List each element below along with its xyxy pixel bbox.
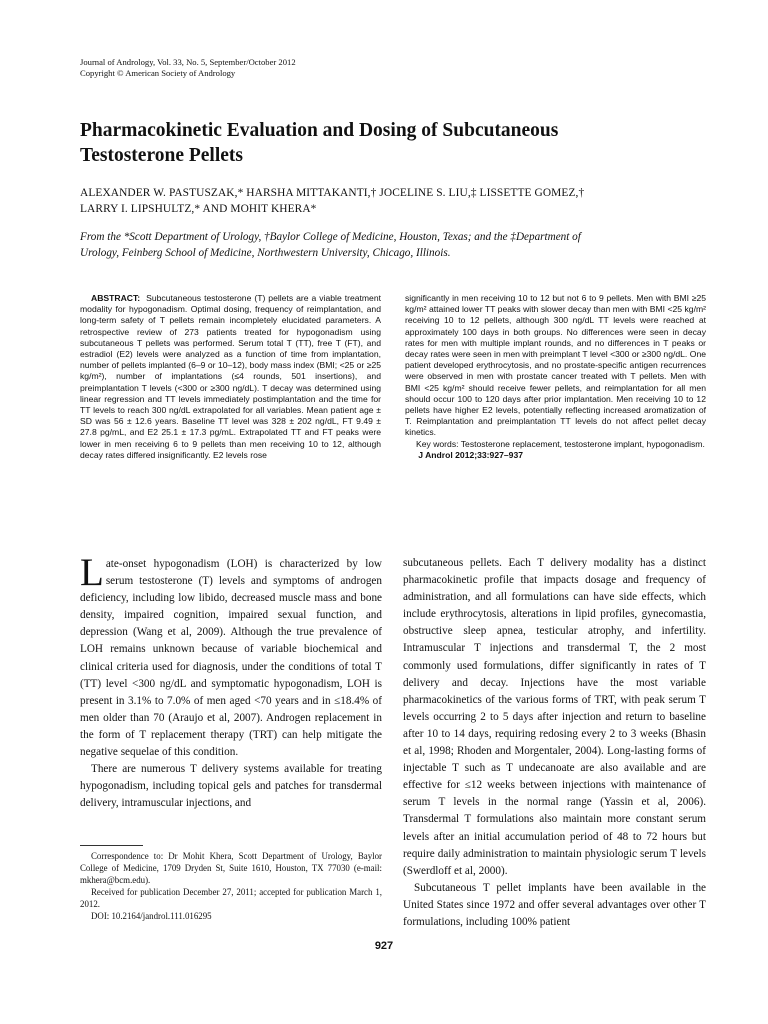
- title-line-1: Pharmacokinetic Evaluation and Dosing of Subcutaneous: [80, 120, 559, 141]
- intro-paragraph-3: subcutaneous pellets. Each T delivery modality has a distinct pharmacokinetic profile that impacts dosage and frequency of administration, and all formulations can have side effects, which include erythrocytosis, alterations in lipid profiles, gynecomastia, obstructive sleep apnea, testicular atrophy, and infertility. Intramuscular T injections and transdermal T, the 2 most commonly used formulations, differ significantly in rates of T delivery and decay. Injections have the most variable pharmacokinetics of the various forms of TRT, with peak serum T levels occurring 2 to 5 days after injection and return to baseline after 10 to 14 days, requiring redosing every 2 to 3 weeks (Bhasin et al, 1998; Rhoden and Morgentaler, 2004). Long-lasting forms of injectable T such as T undecanoate are also available and are effective for ≤12 weeks between injections with maintenance of serum T levels in the normal range (Yassin et al, 2006). Transdermal T formulations also maintain more constant serum levels after an initial accumulation period of 48 to 72 hours but require daily administration to maintain physiologic serum T levels (Swerdloff et al, 2000).: [403, 557, 706, 877]
- footnote-doi: DOI: 10.2164/jandrol.111.016295: [91, 911, 212, 921]
- affiliations: [80, 229, 700, 261]
- title-line-2: Testosterone Pellets: [80, 145, 244, 166]
- intro-paragraph-1: ate-onset hypogonadism (LOH) is characterized by low serum testosterone (T) levels and symptoms of androgen deficiency, including low libido, decreased muscle mass and bone density, impaired cognition, impaired sexual function, and depression (Wang et al, 2009). Although the true prevalence of LOH remains unknown because of variable biochemical and clinical criteria used for diagnosis, under the conditions of total T (TT) level <300 ng/dL and symptomatic hypogonadism, LOH is present in 3.1% to 7.0% of men aged <70 years and in ≤18.4% of men older than 70 (Araujo et al, 2007). Androgen replacement in the form of T replacement therapy (TRT) can help mitigate the negative sequelae of this condition.: [80, 558, 382, 759]
- body-left-column: [80, 551, 382, 812]
- journal-header: [80, 57, 296, 79]
- intro-paragraph-2: There are numerous T delivery systems available for treating hypogonadism, including topical gels and patches for transdermal delivery, intramuscular injections, and: [80, 763, 382, 810]
- author-list: [80, 185, 700, 217]
- abstract-text-right: significantly in men receiving 10 to 12 but not 6 to 9 pellets. Men with BMI ≥25 kg/m² attained lower TT peaks with slower decay than men with BMI <25 kg/m² receiving 10 to 12 pellets, although 300 ng/dL TT levels were reached at approximately 100 days in both groups. No differences were seen in decay rates for men with multiple implant rounds, and no differences in T peaks or decay rates were seen in men with preimplant T level <300 or ≥300 ng/dL. One patient developed erythrocytosis, and no prostate-specific antigen recurrences were observed in men with prostate cancer treated with T pellets. Men with BMI <25 kg/m² should receive fewer pellets, and reimplantation for all men should occur 100 to 120 days after prior implantation. Men receiving 10 to 12 pellets have higher E2 levels, potentially reflecting increased aromatization of T. Reimplantation and preimplantation TT levels do not affect pellet decay kinetics.: [405, 293, 706, 438]
- authors-line-2: LARRY I. LIPSHULTZ,* AND MOHIT KHERA*: [80, 203, 317, 215]
- footnotes: [80, 850, 382, 922]
- authors-line-1: ALEXANDER W. PASTUSZAK,* HARSHA MITTAKANTI,† JOCELINE S. LIU,‡ LISSETTE GOMEZ,†: [80, 187, 585, 199]
- body-right-column: [403, 555, 706, 931]
- abstract-keywords: Key words: Testosterone replacement, testosterone implant, hypogonadism.: [416, 438, 705, 449]
- abstract-left-column: [80, 293, 381, 461]
- affiliation-line-2: Urology, Feinberg School of Medicine, Northwestern University, Chicago, Illinois.: [80, 247, 451, 259]
- abstract-right-column: [405, 293, 706, 461]
- journal-citation-line: Journal of Andrology, Vol. 33, No. 5, September/October 2012: [80, 57, 296, 67]
- intro-paragraph-4: Subcutaneous T pellet implants have been available in the United States since 1972 and offer several advantages over other T formulations, including 100% patient: [403, 881, 706, 928]
- affiliation-line-1: From the *Scott Department of Urology, †Baylor College of Medicine, Houston, Texas; and the ‡Department of: [80, 231, 581, 243]
- copyright-line: Copyright © American Society of Andrology: [80, 68, 236, 78]
- abstract-text-left: Subcutaneous testosterone (T) pellets are a viable treatment modality for hypogonadism. Optimal dosing, frequency of reimplantation, and long-term safety of T pellets remain incompletely elucidated parameters. A retrospective review of 273 patients treated for hypogonadism using subcutaneous T pellets was performed. Serum total T (TT), free T (FT), and estradiol (E2) levels were analyzed as a function of time from implantation, number of pellets implanted (6–9 or 10–12), body mass index (BMI; <25 or ≥25 kg/m²), number of implantations (≤4 rounds, 501 insertions), and preimplantation T levels (<300 or ≥300 ng/dL). T decay was determined using linear regression and TT levels immediately postimplantation and the time for TT levels to reach 300 ng/dL extrapolated for all variables. Mean patient age ± SD was 56 ± 12.6 years. Baseline TT level was 328 ± 202 ng/dL, FT 9.49 ± 27.8 pg/mL, and E2 25.1 ± 17.3 pg/mL. Extrapolated TT and FT peaks were lower in men receiving 6 to 9 pellets than men receiving 10 to 12, although decay rates differed insignificantly. E2 levels rose: [80, 293, 381, 460]
- drop-cap: L: [80, 551, 104, 594]
- abstract-heading: ABSTRACT:: [91, 293, 141, 303]
- footnote-divider: [80, 845, 143, 846]
- article-title: [80, 118, 700, 168]
- footnote-correspondence: Correspondence to: Dr Mohit Khera, Scott Department of Urology, Baylor College of Medicine, 1709 Dryden St, Suite 1610, Houston, TX 77030 (e-mail: mkhera@bcm.edu).: [80, 851, 382, 885]
- abstract-citation: J Androl 2012;33:927–937: [418, 449, 523, 460]
- footnote-received: Received for publication December 27, 2011; accepted for publication March 1, 2012.: [80, 887, 382, 909]
- page-number: 927: [374, 940, 394, 952]
